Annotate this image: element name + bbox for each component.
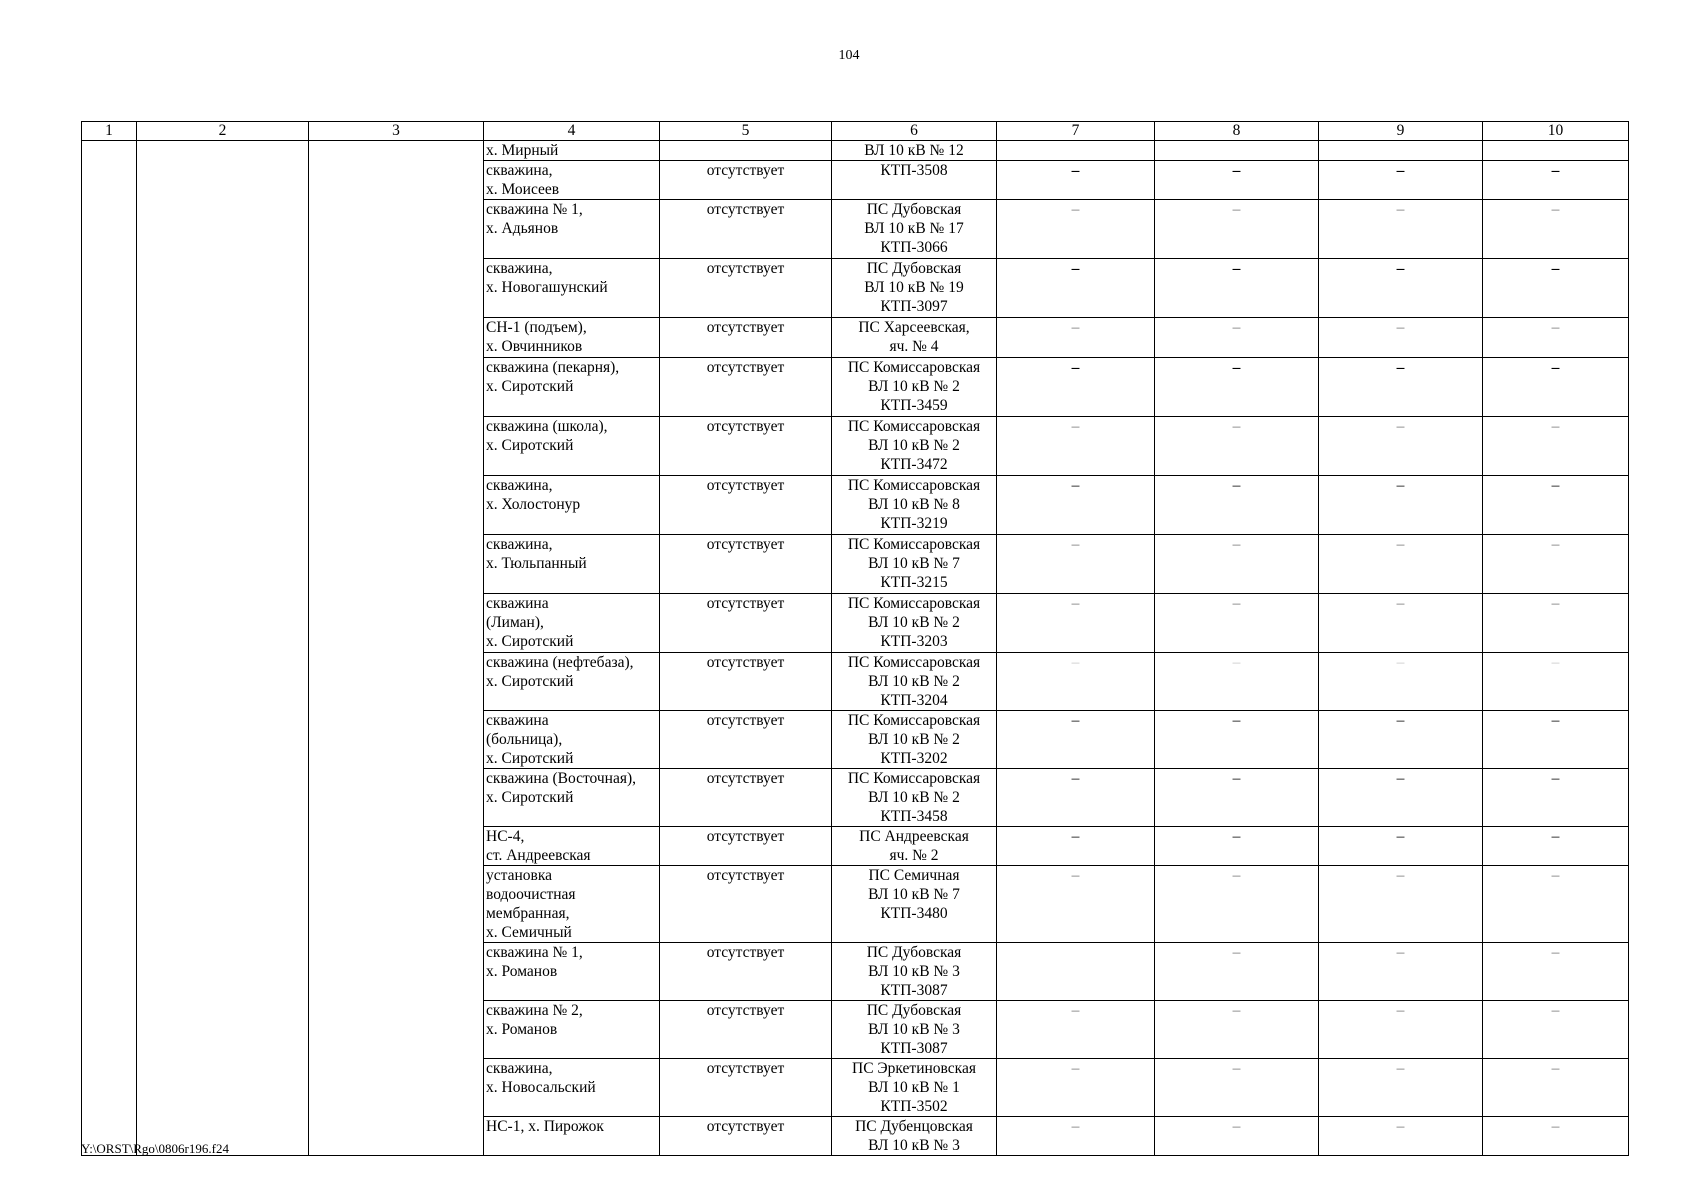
dash-cell-col10: – <box>1483 711 1629 769</box>
dash-cell-col9: – <box>1319 866 1483 943</box>
object-name-cell: х. Мирный <box>484 141 660 161</box>
dash-cell-col9: – <box>1319 358 1483 417</box>
object-name-cell: скважина, х. Новогашунский <box>484 259 660 318</box>
col-header-1: 1 <box>82 122 137 141</box>
dash-cell-col7: – <box>997 161 1155 200</box>
dash-cell-col7: – <box>997 653 1155 711</box>
power-source-cell: ВЛ 10 кВ № 12 <box>832 141 997 161</box>
dash-cell-col7: – <box>997 1059 1155 1117</box>
col-header-9: 9 <box>1319 122 1483 141</box>
empty-cell-col2 <box>137 141 309 1156</box>
status-cell: отсутствует <box>660 711 832 769</box>
dash-cell-col7: – <box>997 866 1155 943</box>
status-cell: отсутствует <box>660 653 832 711</box>
dash-cell-col10: – <box>1483 769 1629 827</box>
object-name-cell: установка водоочистная мембранная, х. Семичный <box>484 866 660 943</box>
dash-cell-col10: – <box>1483 594 1629 653</box>
dash-cell-col8: – <box>1155 259 1319 318</box>
object-name-cell: скважина (пекарня), х. Сиротский <box>484 358 660 417</box>
dash-cell-col9: – <box>1319 1059 1483 1117</box>
empty-cell-col3 <box>309 141 484 1156</box>
dash-cell-col10: – <box>1483 1059 1629 1117</box>
dash-cell-col10: – <box>1483 417 1629 476</box>
dash-cell-col9: – <box>1319 161 1483 200</box>
col-header-4: 4 <box>484 122 660 141</box>
dash-cell-col10 <box>1483 141 1629 161</box>
dash-cell-col9: – <box>1319 535 1483 594</box>
dash-cell-col8: – <box>1155 200 1319 259</box>
power-source-cell: ПС Дубовская ВЛ 10 кВ № 3 КТП-3087 <box>832 943 997 1001</box>
dash-cell-col9: – <box>1319 1001 1483 1059</box>
dash-cell-col7 <box>997 141 1155 161</box>
dash-cell-col8: – <box>1155 866 1319 943</box>
power-source-cell: ПС Андреевская яч. № 2 <box>832 827 997 866</box>
col-header-3: 3 <box>309 122 484 141</box>
object-name-cell: скважина, х. Новосальский <box>484 1059 660 1117</box>
dash-cell-col7: – <box>997 476 1155 535</box>
file-path-footer: Y:\ORST\Rgo\0806r196.f24 <box>81 1141 229 1156</box>
status-cell: отсутствует <box>660 200 832 259</box>
dash-cell-col10: – <box>1483 200 1629 259</box>
dash-cell-col10: – <box>1483 866 1629 943</box>
dash-cell-col10: – <box>1483 259 1629 318</box>
status-cell: отсутствует <box>660 417 832 476</box>
object-name-cell: НС-4, ст. Андреевская <box>484 827 660 866</box>
status-cell: отсутствует <box>660 769 832 827</box>
power-source-cell: ПС Комиссаровская ВЛ 10 кВ № 2 КТП-3202 <box>832 711 997 769</box>
object-name-cell: НС-1, х. Пирожок <box>484 1117 660 1156</box>
dash-cell-col10: – <box>1483 358 1629 417</box>
dash-cell-col8: – <box>1155 827 1319 866</box>
dash-cell-col9: – <box>1319 200 1483 259</box>
dash-cell-col10: – <box>1483 476 1629 535</box>
dash-cell-col7: – <box>997 594 1155 653</box>
power-source-cell: ПС Дубовская ВЛ 10 кВ № 17 КТП-3066 <box>832 200 997 259</box>
power-source-cell: ПС Дубовская ВЛ 10 кВ № 19 КТП-3097 <box>832 259 997 318</box>
col-header-2: 2 <box>137 122 309 141</box>
dash-cell-col10: – <box>1483 827 1629 866</box>
dash-cell-col9: – <box>1319 653 1483 711</box>
status-cell: отсутствует <box>660 1059 832 1117</box>
status-cell: отсутствует <box>660 1117 832 1156</box>
object-name-cell: СН-1 (подъем), х. Овчинников <box>484 318 660 358</box>
power-source-cell: ПС Комиссаровская ВЛ 10 кВ № 2 КТП-3472 <box>832 417 997 476</box>
power-source-cell: ПС Комиссаровская ВЛ 10 кВ № 2 КТП-3204 <box>832 653 997 711</box>
col-header-6: 6 <box>832 122 997 141</box>
dash-cell-col8: – <box>1155 653 1319 711</box>
object-name-cell: скважина (Восточная), х. Сиротский <box>484 769 660 827</box>
header-row <box>82 122 1629 141</box>
status-cell: отсутствует <box>660 535 832 594</box>
dash-cell-col7 <box>997 943 1155 1001</box>
object-name-cell: скважина, х. Холостонур <box>484 476 660 535</box>
dash-cell-col9: – <box>1319 1117 1483 1156</box>
data-table <box>81 121 1629 1156</box>
object-name-cell: скважина, х. Моисеев <box>484 161 660 200</box>
dash-cell-col8: – <box>1155 943 1319 1001</box>
status-cell: отсутствует <box>660 943 832 1001</box>
page-number: 104 <box>838 48 860 63</box>
dash-cell-col8: – <box>1155 594 1319 653</box>
col-header-10: 10 <box>1483 122 1629 141</box>
object-name-cell: скважина (больница), х. Сиротский <box>484 711 660 769</box>
dash-cell-col9: – <box>1319 827 1483 866</box>
status-cell: отсутствует <box>660 161 832 200</box>
dash-cell-col8: – <box>1155 358 1319 417</box>
dash-cell-col7: – <box>997 417 1155 476</box>
dash-cell-col8: – <box>1155 161 1319 200</box>
dash-cell-col7: – <box>997 711 1155 769</box>
dash-cell-col8: – <box>1155 1059 1319 1117</box>
power-source-cell: ПС Комиссаровская ВЛ 10 кВ № 8 КТП-3219 <box>832 476 997 535</box>
col-header-5: 5 <box>660 122 832 141</box>
dash-cell-col9 <box>1319 141 1483 161</box>
dash-cell-col8: – <box>1155 1117 1319 1156</box>
col-header-8: 8 <box>1155 122 1319 141</box>
power-source-cell: КТП-3508 <box>832 161 997 200</box>
power-source-cell: ПС Комиссаровская ВЛ 10 кВ № 2 КТП-3459 <box>832 358 997 417</box>
dash-cell-col9: – <box>1319 259 1483 318</box>
object-name-cell: скважина (нефтебаза), х. Сиротский <box>484 653 660 711</box>
status-cell: отсутствует <box>660 318 832 358</box>
object-name-cell: скважина № 1, х. Адьянов <box>484 200 660 259</box>
dash-cell-col7: – <box>997 535 1155 594</box>
power-source-cell: ПС Комиссаровская ВЛ 10 кВ № 2 КТП-3458 <box>832 769 997 827</box>
status-cell <box>660 141 832 161</box>
dash-cell-col9: – <box>1319 476 1483 535</box>
dash-cell-col7: – <box>997 827 1155 866</box>
dash-cell-col9: – <box>1319 417 1483 476</box>
dash-cell-col8: – <box>1155 769 1319 827</box>
power-source-cell: ПС Комиссаровская ВЛ 10 кВ № 2 КТП-3203 <box>832 594 997 653</box>
empty-cell-col1 <box>82 141 137 1156</box>
object-name-cell: скважина № 1, х. Романов <box>484 943 660 1001</box>
status-cell: отсутствует <box>660 1001 832 1059</box>
table-row <box>82 141 1629 161</box>
power-source-cell: ПС Дубенцовская ВЛ 10 кВ № 3 <box>832 1117 997 1156</box>
status-cell: отсутствует <box>660 827 832 866</box>
dash-cell-col10: – <box>1483 161 1629 200</box>
dash-cell-col8: – <box>1155 476 1319 535</box>
table-body <box>82 141 1629 1156</box>
object-name-cell: скважина (Лиман), х. Сиротский <box>484 594 660 653</box>
status-cell: отсутствует <box>660 358 832 417</box>
col-header-7: 7 <box>997 122 1155 141</box>
object-name-cell: скважина № 2, х. Романов <box>484 1001 660 1059</box>
dash-cell-col7: – <box>997 318 1155 358</box>
dash-cell-col7: – <box>997 259 1155 318</box>
power-source-cell: ПС Эркетиновская ВЛ 10 кВ № 1 КТП-3502 <box>832 1059 997 1117</box>
dash-cell-col9: – <box>1319 318 1483 358</box>
dash-cell-col9: – <box>1319 594 1483 653</box>
dash-cell-col8: – <box>1155 318 1319 358</box>
status-cell: отсутствует <box>660 259 832 318</box>
dash-cell-col9: – <box>1319 711 1483 769</box>
power-source-cell: ПС Харсеевская, яч. № 4 <box>832 318 997 358</box>
dash-cell-col7: – <box>997 1117 1155 1156</box>
dash-cell-col8: – <box>1155 711 1319 769</box>
dash-cell-col8: – <box>1155 1001 1319 1059</box>
object-name-cell: скважина (школа), х. Сиротский <box>484 417 660 476</box>
dash-cell-col8: – <box>1155 535 1319 594</box>
power-source-cell: ПС Семичная ВЛ 10 кВ № 7 КТП-3480 <box>832 866 997 943</box>
dash-cell-col10: – <box>1483 1001 1629 1059</box>
dash-cell-col7: – <box>997 200 1155 259</box>
dash-cell-col7: – <box>997 769 1155 827</box>
dash-cell-col7: – <box>997 358 1155 417</box>
dash-cell-col10: – <box>1483 535 1629 594</box>
dash-cell-col8: – <box>1155 417 1319 476</box>
status-cell: отсутствует <box>660 866 832 943</box>
power-source-cell: ПС Комиссаровская ВЛ 10 кВ № 7 КТП-3215 <box>832 535 997 594</box>
status-cell: отсутствует <box>660 476 832 535</box>
dash-cell-col10: – <box>1483 653 1629 711</box>
dash-cell-col10: – <box>1483 1117 1629 1156</box>
power-source-cell: ПС Дубовская ВЛ 10 кВ № 3 КТП-3087 <box>832 1001 997 1059</box>
status-cell: отсутствует <box>660 594 832 653</box>
object-name-cell: скважина, х. Тюльпанный <box>484 535 660 594</box>
dash-cell-col9: – <box>1319 769 1483 827</box>
dash-cell-col10: – <box>1483 943 1629 1001</box>
dash-cell-col7: – <box>997 1001 1155 1059</box>
dash-cell-col9: – <box>1319 943 1483 1001</box>
dash-cell-col10: – <box>1483 318 1629 358</box>
dash-cell-col8 <box>1155 141 1319 161</box>
